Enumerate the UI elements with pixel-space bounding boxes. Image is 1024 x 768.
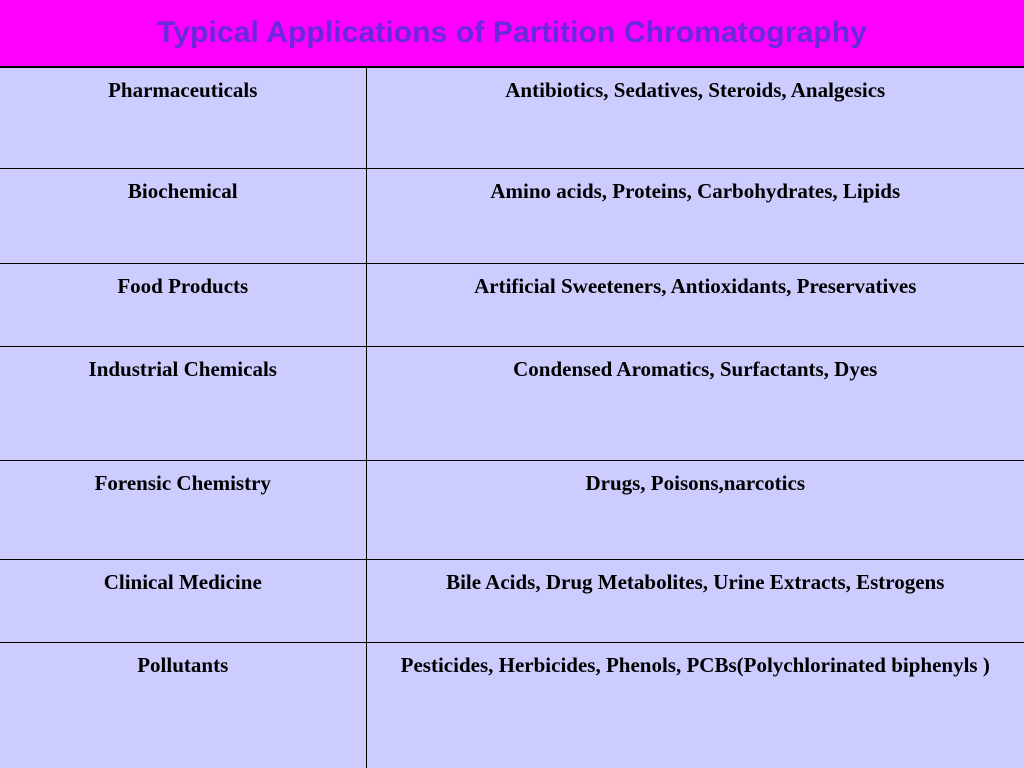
table-row [0,559,1024,642]
examples-cell: Antibiotics, Sedatives, Steroids, Analgesics [366,68,1024,168]
table-row [0,460,1024,559]
examples-cell: Pesticides, Herbicides, Phenols, PCBs(Polychlorinated biphenyls ) [366,642,1024,768]
title-bar [0,0,1024,68]
category-cell: Biochemical [0,168,366,263]
table-row [0,68,1024,168]
category-cell: Forensic Chemistry [0,460,366,559]
slide-title: Typical Applications of Partition Chromatography [157,16,867,49]
category-cell: Food Products [0,263,366,346]
table-row [0,263,1024,346]
examples-cell: Drugs, Poisons,narcotics [366,460,1024,559]
category-cell: Clinical Medicine [0,559,366,642]
table-row [0,346,1024,460]
examples-cell: Condensed Aromatics, Surfactants, Dyes [366,346,1024,460]
table-row [0,642,1024,768]
category-cell: Pharmaceuticals [0,68,366,168]
examples-cell: Bile Acids, Drug Metabolites, Urine Extracts, Estrogens [366,559,1024,642]
category-cell: Industrial Chemicals [0,346,366,460]
examples-cell: Artificial Sweeteners, Antioxidants, Preservatives [366,263,1024,346]
category-cell: Pollutants [0,642,366,768]
examples-cell: Amino acids, Proteins, Carbohydrates, Lipids [366,168,1024,263]
table-row [0,168,1024,263]
applications-table [0,68,1024,768]
